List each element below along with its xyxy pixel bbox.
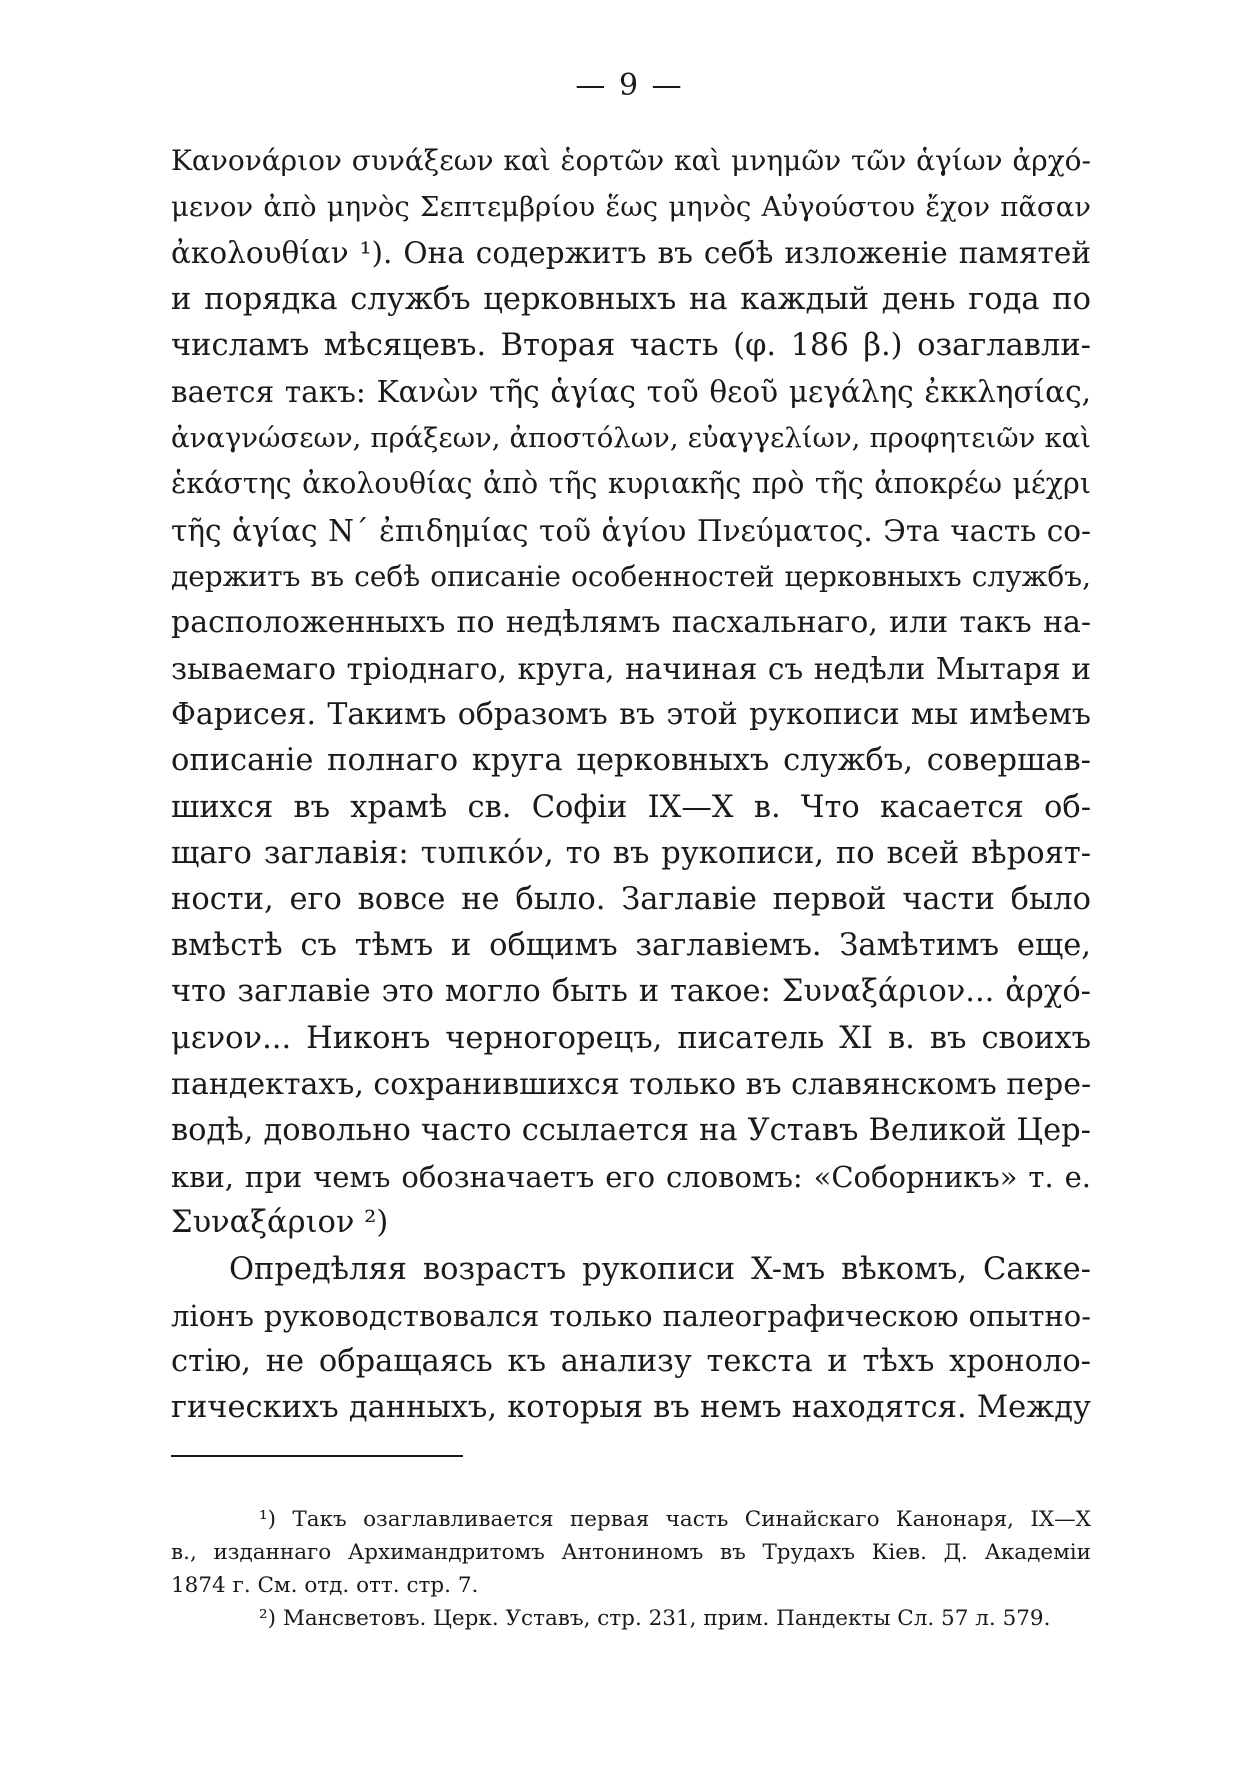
text-line: ἀκολουθίαν ¹). Она содержитъ въ себѣ изложеніе памятей: [171, 236, 1091, 271]
text-line: кви, при чемъ обозначаетъ его словомъ: «Соборникъ» т. е.: [171, 1160, 1091, 1195]
text-line: стію, не обращаясь къ анализу текста и тѣхъ хроноло-: [171, 1343, 1091, 1379]
text-line: гическихъ данныхъ, которыя въ немъ находятся. Между: [171, 1390, 1091, 1426]
text-line: описаніе полнаго круга церковныхъ службъ, совершав-: [171, 743, 1091, 779]
text-line: и порядка службъ церковныхъ на каждый день года по: [171, 281, 1091, 317]
text-line: что заглавіе это могло быть и такое: Συναξάριον... ἀρχό-: [171, 974, 1091, 1010]
text-line: Опредѣляя возрастъ рукописи X-мъ вѣкомъ, Сакке-: [229, 1251, 1091, 1287]
text-line: Κανονάριον συνάξεων καὶ ἑορτῶν καὶ μνημῶν τῶν ἁγίων ἀρχό-: [171, 144, 1091, 177]
text-line: расположенныхъ по недѣлямъ пасхальнаго, или такъ на-: [171, 604, 1091, 640]
text-line: ἑκάστης ἀκολουθίας ἀπὸ τῆς κυριακῆς πρὸ τῆς ἀποκρέω μέχρι: [171, 467, 1091, 501]
footnote-line: в., изданнаго Архимандритомъ Антониномъ въ Трудахъ Кіев. Д. Академіи: [171, 1540, 1091, 1565]
text-line: ἀναγνώσεων, πράξεων, ἀποστόλων, εὐαγγελίων, προφητειῶν καὶ: [171, 422, 1091, 455]
text-line: Фарисея. Такимъ образомъ въ этой рукописи мы имѣемъ: [171, 697, 1091, 733]
text-line: щаго заглавія: τυπικόν, то въ рукописи, по всей вѣроят-: [171, 835, 1091, 871]
footnotes: [171, 1503, 1091, 1635]
text-line: шихся въ храмѣ св. Софіи IX—X в. Что касается об-: [171, 789, 1091, 825]
text-line: вается такъ: Κανὼν τῆς ἁγίας τοῦ θεοῦ μεγάλης ἐκκλησίας,: [171, 374, 1091, 409]
text-line: ности, его вовсе не было. Заглавіе первой части было: [171, 882, 1091, 917]
text-line: Συναξάριον ²): [171, 1205, 389, 1241]
footnote-line: 1874 г. См. отд. отт. стр. 7.: [171, 1573, 479, 1598]
text-line: пандектахъ, сохранившихся только въ славянскомъ пере-: [171, 1066, 1092, 1102]
text-line: μενον ἀπὸ μηνὸς Σεπτεμβρίου ἕως μηνὸς Αὐγούστου ἔχον πᾶσαν: [171, 191, 1091, 224]
text-line: водѣ, довольно часто ссылается на Уставъ Великой Цер-: [171, 1112, 1091, 1148]
text-line: зываемаго тріоднаго, круга, начиная съ недѣли Мытаря и: [171, 652, 1091, 687]
main-text: [171, 138, 1091, 1431]
text-line: числамъ мѣсяцевъ. Вторая часть (φ. 186 β.) озаглавли-: [171, 327, 1091, 363]
page-number: — 9 —: [575, 68, 684, 103]
text-line: держитъ въ себѣ описаніе особенностей церковныхъ службъ,: [171, 559, 1091, 593]
text-line: вмѣстѣ съ тѣмъ и общимъ заглавіемъ. Замѣтимъ еще,: [171, 928, 1091, 964]
footnote-line: ¹) Такъ озаглавливается первая часть Синайскаго Канонаря, IX—X: [259, 1507, 1091, 1532]
text-line: ліонъ руководствовался только палеографическою опытно-: [171, 1298, 1091, 1333]
text-line: μενον... Никонъ черногорецъ, писатель XI в. въ своихъ: [171, 1020, 1091, 1056]
footnote-divider: [171, 1455, 463, 1457]
text-line: τῆς ἁγίας Ν΄ ἐπιδημίας τοῦ ἁγίου Πνεύματος. Эта часть со-: [171, 513, 1091, 548]
footnote-line: ²) Мансветовъ. Церк. Уставъ, стр. 231, прим. Пандекты Сл. 57 л. 579.: [259, 1606, 1051, 1631]
